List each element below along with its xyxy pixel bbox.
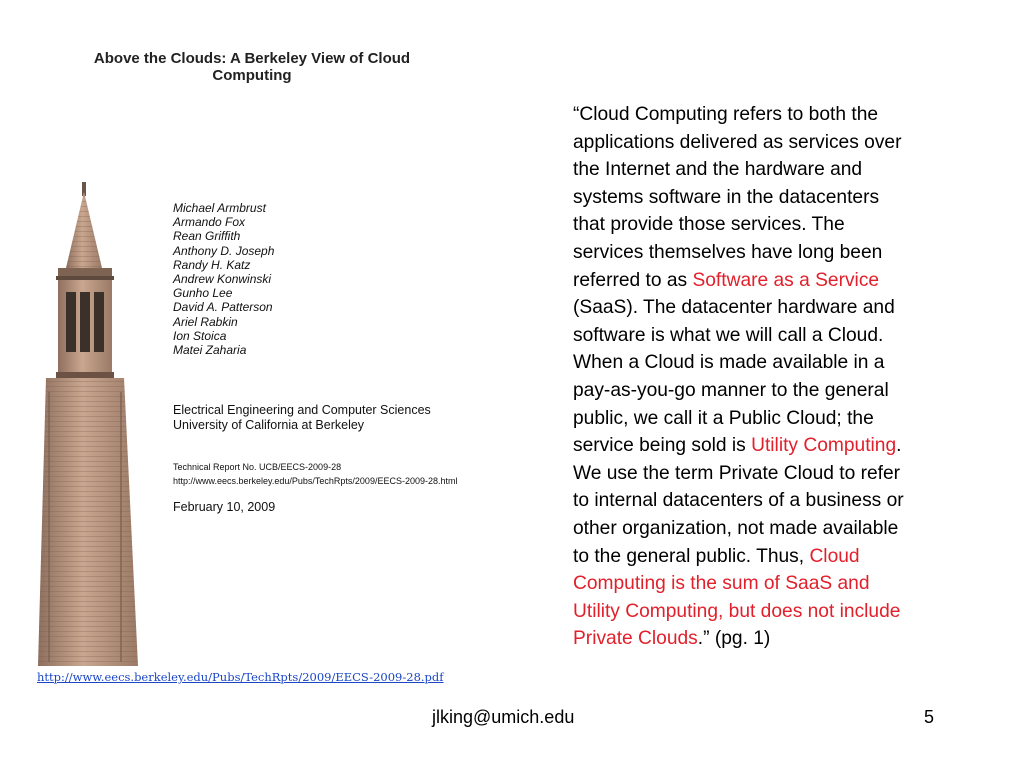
source-pdf-link[interactable]: http://www.eecs.berkeley.edu/Pubs/TechRpts/2009/EECS-2009-28.pdf xyxy=(37,670,444,684)
author-name: Anthony D. Joseph xyxy=(173,243,275,258)
report-title xyxy=(62,50,442,84)
quote-line: applications delivered as services over xyxy=(573,131,902,153)
definition-quote xyxy=(573,101,978,653)
page-number: 5 xyxy=(924,707,935,727)
quote-citation: .” (pg. 1) xyxy=(697,628,771,650)
highlight-conclusion: Cloud xyxy=(809,545,860,567)
highlight-conclusion: Computing is the sum of SaaS and xyxy=(573,573,870,595)
report-date: February 10, 2009 xyxy=(173,500,276,514)
highlight-saas: Software as a Service xyxy=(692,269,880,291)
highlight-conclusion: Private Clouds xyxy=(573,628,698,650)
sather-tower-image xyxy=(38,182,142,666)
author-name: David A. Patterson xyxy=(173,300,273,315)
author-name: Matei Zaharia xyxy=(173,343,247,358)
author-name: Michael Armbrust xyxy=(173,201,266,215)
quote-text: to the general public. Thus, xyxy=(573,545,810,567)
quote-line xyxy=(573,432,978,460)
quote-text: referred to as xyxy=(573,269,693,291)
quote-line: services themselves have long been xyxy=(573,241,883,263)
highlight-utility-computing: Utility Computing xyxy=(751,435,897,457)
quote-line: (SaaS). The datacenter hardware and xyxy=(573,297,895,319)
quote-line: We use the term Private Cloud to refer xyxy=(573,462,901,484)
quote-line: pay-as-you-go manner to the general xyxy=(573,379,889,401)
author-name: Randy H. Katz xyxy=(173,257,251,272)
quote-line: systems software in the datacenters xyxy=(573,186,880,208)
report-number: Technical Report No. UCB/EECS-2009-28 xyxy=(173,462,342,472)
quote-line: the Internet and the hardware and xyxy=(573,159,863,181)
author-name: Rean Griffith xyxy=(173,229,241,244)
report-title-line-1: Above the Clouds: A Berkeley View of Cloud xyxy=(93,50,411,67)
department-name: Electrical Engineering and Computer Sciences xyxy=(173,403,431,417)
footer-email: jlking@umich.edu xyxy=(432,707,575,727)
quote-line xyxy=(573,267,978,295)
author-name: Gunho Lee xyxy=(173,286,233,301)
quote-text: . xyxy=(896,435,902,457)
highlight-conclusion: Utility Computing, but does not include xyxy=(573,600,901,622)
author-name: Andrew Konwinski xyxy=(173,272,272,287)
author-name: Armando Fox xyxy=(173,215,246,230)
university-name: University of California at Berkeley xyxy=(173,418,365,432)
author-name: Ion Stoica xyxy=(173,328,227,343)
quote-line: “Cloud Computing refers to both the xyxy=(573,104,879,125)
quote-line: other organization, not made available xyxy=(573,517,899,539)
quote-line: software is what we will call a Cloud. xyxy=(573,324,884,346)
quote-line: When a Cloud is made available in a xyxy=(573,352,885,374)
report-title-line-2: Computing xyxy=(212,67,292,84)
institution xyxy=(173,403,431,433)
quote-line: that provide those services. The xyxy=(573,214,845,236)
quote-line xyxy=(573,543,978,571)
author-list xyxy=(173,201,274,357)
author-name: Ariel Rabkin xyxy=(173,314,238,329)
quote-line xyxy=(573,625,978,653)
quote-text: service being sold is xyxy=(573,435,752,457)
quote-line: public, we call it a Public Cloud; the xyxy=(573,407,874,429)
report-url: http://www.eecs.berkeley.edu/Pubs/TechRpts/2009/EECS-2009-28.html xyxy=(173,476,458,486)
quote-line: to internal datacenters of a business or xyxy=(573,490,904,512)
